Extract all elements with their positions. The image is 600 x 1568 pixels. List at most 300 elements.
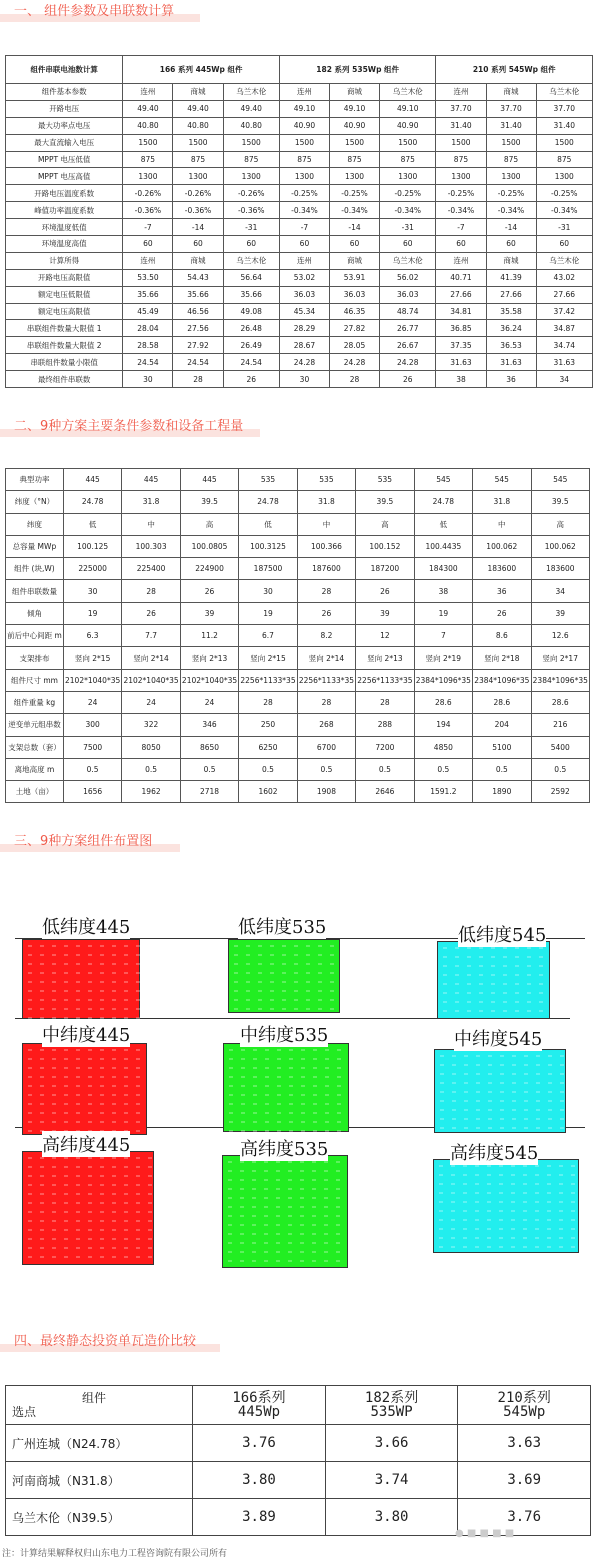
table1-cell: 串联组件数量大限值 2 bbox=[6, 337, 123, 354]
table2-cell: 高 bbox=[180, 513, 238, 535]
table2-cell: 535 bbox=[239, 469, 297, 491]
table2-cell: 100.0805 bbox=[180, 535, 238, 557]
section-title-2: 二、9种方案主要条件参数和设备工程量 bbox=[0, 415, 243, 437]
table2-cell: 8.2 bbox=[297, 625, 355, 647]
table2-cell: 前后中心间距 m bbox=[6, 625, 64, 647]
label-mid-545: 中纬度545 bbox=[454, 1025, 542, 1051]
table1-cell: 60 bbox=[380, 236, 436, 253]
table2-cell: 28 bbox=[356, 691, 414, 713]
table1-cell: 56.64 bbox=[223, 269, 279, 286]
table1-cell: 31.63 bbox=[536, 354, 592, 371]
table1-cell: -0.36% bbox=[123, 202, 173, 219]
table2-cell: 100.366 bbox=[297, 535, 355, 557]
table2-cell: 2592 bbox=[531, 781, 589, 803]
table2-cell: 8.6 bbox=[473, 625, 531, 647]
panel-mid-535 bbox=[223, 1043, 349, 1132]
table1-cell: 28.05 bbox=[329, 337, 379, 354]
table1-cell: 28.04 bbox=[123, 320, 173, 337]
table1-cell: MPPT 电压高值 bbox=[6, 168, 123, 185]
table1-cell: 1500 bbox=[380, 134, 436, 151]
col-header-166: 166系列 445Wp bbox=[193, 1386, 326, 1425]
table2-cell: 445 bbox=[122, 469, 180, 491]
table2-cell: 535 bbox=[356, 469, 414, 491]
table1-cell: 49.10 bbox=[380, 100, 436, 117]
table1-cell: 28.58 bbox=[123, 337, 173, 354]
table1-cell: 49.40 bbox=[223, 100, 279, 117]
table1-cell: -0.34% bbox=[380, 202, 436, 219]
table1-cell: -14 bbox=[329, 219, 379, 236]
table1-cell: 额定电压高限值 bbox=[6, 303, 123, 320]
table4-cell: 3.76 bbox=[458, 1499, 591, 1536]
table1-cell: 连州 bbox=[436, 252, 486, 269]
panel-texture bbox=[229, 940, 341, 1014]
table2-cell: 组件重量 kg bbox=[6, 691, 64, 713]
table1-cell: -0.36% bbox=[223, 202, 279, 219]
table2-cell: 26 bbox=[122, 602, 180, 624]
table2-cell: 1908 bbox=[297, 781, 355, 803]
table2-cell: 2718 bbox=[180, 781, 238, 803]
table1-cell: -14 bbox=[173, 219, 223, 236]
panel-mid-445 bbox=[22, 1043, 147, 1135]
table1-cell: 26.48 bbox=[223, 320, 279, 337]
table1-cell: -31 bbox=[223, 219, 279, 236]
table1-cell: 26 bbox=[380, 371, 436, 388]
table1-cell: 乌兰木伦 bbox=[380, 84, 436, 101]
table2-cell: 346 bbox=[180, 714, 238, 736]
table2-cell: 34 bbox=[531, 580, 589, 602]
table2-cell: 28 bbox=[297, 580, 355, 602]
table1-cell: 开路电压温度系数 bbox=[6, 185, 123, 202]
table1-cell: 27.82 bbox=[329, 320, 379, 337]
watermark: ● ■ ■ ■ ■ bbox=[455, 1528, 515, 1539]
label-low-445: 低纬度445 bbox=[42, 913, 130, 939]
table1-cell: 1300 bbox=[329, 168, 379, 185]
label-high-535: 高纬度535 bbox=[240, 1135, 328, 1161]
table2-cell: 100.152 bbox=[356, 535, 414, 557]
table2-cell: 183600 bbox=[531, 558, 589, 580]
table1-row bbox=[6, 151, 593, 168]
table1-cell: 34 bbox=[536, 371, 592, 388]
table1-cell: 1300 bbox=[123, 168, 173, 185]
table2-cell: 支架排布 bbox=[6, 647, 64, 669]
table1-row bbox=[6, 219, 593, 236]
label-mid-535: 中纬度535 bbox=[240, 1021, 328, 1047]
table2-cell: 总容量 MWp bbox=[6, 535, 64, 557]
table2-cell: 竖向 2*14 bbox=[122, 647, 180, 669]
table2-row bbox=[6, 625, 590, 647]
table2-cell: 216 bbox=[531, 714, 589, 736]
section-title-1: 一、 组件参数及串联数计算 bbox=[0, 0, 174, 22]
table2-cell: 445 bbox=[63, 469, 121, 491]
table1-cell: 1300 bbox=[486, 168, 536, 185]
table2-cell: 4850 bbox=[414, 736, 472, 758]
corner-bottom: 选点 bbox=[12, 1405, 37, 1419]
table2-row bbox=[6, 535, 590, 557]
table1-cell: 商城 bbox=[486, 252, 536, 269]
table2-row bbox=[6, 469, 590, 491]
table4-cell: 3.80 bbox=[193, 1462, 326, 1499]
table2-cell: 24 bbox=[180, 691, 238, 713]
table2-cell: 545 bbox=[473, 469, 531, 491]
table2-cell: 5400 bbox=[531, 736, 589, 758]
table1-cell: 37.42 bbox=[536, 303, 592, 320]
table2-cell: 2256*1133*35 bbox=[356, 669, 414, 691]
table4-cell: 3.76 bbox=[193, 1425, 326, 1462]
table4-cell: 3.63 bbox=[458, 1425, 591, 1462]
table1-cell: 连州 bbox=[123, 252, 173, 269]
table2-cell: 39 bbox=[180, 602, 238, 624]
table1-cell: 计算所得 bbox=[6, 252, 123, 269]
table2-row bbox=[6, 491, 590, 513]
table1-cell: 40.90 bbox=[279, 117, 329, 134]
panel-texture bbox=[23, 1044, 148, 1136]
table2-row bbox=[6, 558, 590, 580]
table1-cell: 60 bbox=[536, 236, 592, 253]
table2-cell: 0.5 bbox=[63, 758, 121, 780]
table2-row bbox=[6, 781, 590, 803]
table1-row bbox=[6, 252, 593, 269]
table1-cell: 31.40 bbox=[436, 117, 486, 134]
table2-cell: 2256*1133*35 bbox=[239, 669, 297, 691]
table1-row bbox=[6, 320, 593, 337]
table2-cell: 1591.2 bbox=[414, 781, 472, 803]
table2-cell: 19 bbox=[414, 602, 472, 624]
panel-low-535 bbox=[228, 939, 340, 1013]
table2-cell: 100.062 bbox=[473, 535, 531, 557]
table2-cell: 39.5 bbox=[356, 491, 414, 513]
table1-cell: -0.25% bbox=[486, 185, 536, 202]
table2-cell: 2384*1096*35 bbox=[473, 669, 531, 691]
table2-cell: 187500 bbox=[239, 558, 297, 580]
panel-low-545 bbox=[437, 941, 550, 1019]
table1-row bbox=[6, 337, 593, 354]
table1-cell: 37.70 bbox=[436, 100, 486, 117]
table4-cell: 3.74 bbox=[325, 1462, 458, 1499]
table2-cell: 6.3 bbox=[63, 625, 121, 647]
table2-cell: 低 bbox=[414, 513, 472, 535]
table2-cell: 1602 bbox=[239, 781, 297, 803]
table2-cell: 184300 bbox=[414, 558, 472, 580]
table1-cell: 53.02 bbox=[279, 269, 329, 286]
col-header-210: 210系列 545Wp bbox=[458, 1386, 591, 1425]
table1-cell: 连州 bbox=[279, 252, 329, 269]
table1-cell: 49.10 bbox=[279, 100, 329, 117]
table1-cell: 875 bbox=[536, 151, 592, 168]
table1-cell: 37.70 bbox=[536, 100, 592, 117]
table1-cell: 875 bbox=[123, 151, 173, 168]
table2-cell: 2102*1040*35 bbox=[180, 669, 238, 691]
table2-cell: 2102*1040*35 bbox=[63, 669, 121, 691]
table1-cell: 60 bbox=[329, 236, 379, 253]
table2-cell: 250 bbox=[239, 714, 297, 736]
table1-cell: 峰值功率温度系数 bbox=[6, 202, 123, 219]
table1-cell: 连州 bbox=[436, 84, 486, 101]
table1-cell: 24.28 bbox=[329, 354, 379, 371]
table1-cell: 49.08 bbox=[223, 303, 279, 320]
table1-cell: 24.28 bbox=[279, 354, 329, 371]
table2-cell: 竖向 2*13 bbox=[180, 647, 238, 669]
table1-cell: 53.50 bbox=[123, 269, 173, 286]
table2-cell: 倾角 bbox=[6, 602, 64, 624]
table2-cell: 19 bbox=[63, 602, 121, 624]
table2-cell: 28 bbox=[239, 691, 297, 713]
label-low-545: 低纬度545 bbox=[458, 921, 546, 947]
panel-high-545 bbox=[433, 1159, 579, 1253]
panel-texture bbox=[223, 1156, 349, 1269]
table1-cell: 31.63 bbox=[486, 354, 536, 371]
table1-cell: 49.10 bbox=[329, 100, 379, 117]
table2-cell: 2384*1096*35 bbox=[531, 669, 589, 691]
table2-cell: 28.6 bbox=[414, 691, 472, 713]
table2-cell: 24 bbox=[63, 691, 121, 713]
table2-cell: 2646 bbox=[356, 781, 414, 803]
table1-cell: 60 bbox=[486, 236, 536, 253]
table1-cell: 36.53 bbox=[486, 337, 536, 354]
table2-cell: 7 bbox=[414, 625, 472, 647]
table2-cell: 187600 bbox=[297, 558, 355, 580]
table1-cell: 组件基本参数 bbox=[6, 84, 123, 101]
table1-cell: 27.56 bbox=[173, 320, 223, 337]
table1-cell: 额定电压低限值 bbox=[6, 286, 123, 303]
table4-cell: 广州连城（N24.78） bbox=[6, 1425, 193, 1462]
table2-row bbox=[6, 580, 590, 602]
table2-cell: 7500 bbox=[63, 736, 121, 758]
table1-cell: -0.25% bbox=[380, 185, 436, 202]
table1-cell: 环境温度高值 bbox=[6, 236, 123, 253]
table2-cell: 26 bbox=[180, 580, 238, 602]
table2-cell: 中 bbox=[297, 513, 355, 535]
table1-cell: 875 bbox=[173, 151, 223, 168]
table2-cell: 30 bbox=[63, 580, 121, 602]
table1-cell: 875 bbox=[329, 151, 379, 168]
table1-cell: 49.40 bbox=[173, 100, 223, 117]
table1-cell: 1300 bbox=[173, 168, 223, 185]
table1-cell: 60 bbox=[279, 236, 329, 253]
table1-cell: -0.26% bbox=[123, 185, 173, 202]
table1-cell: -0.25% bbox=[279, 185, 329, 202]
table4-cell: 乌兰木伦（N39.5） bbox=[6, 1499, 193, 1536]
table1-cell: 最大功率点电压 bbox=[6, 117, 123, 134]
table1-cell: 54.43 bbox=[173, 269, 223, 286]
table1-cell: 24.54 bbox=[223, 354, 279, 371]
table1-cell: -0.34% bbox=[279, 202, 329, 219]
col-header-182: 182系列 535WP bbox=[325, 1386, 458, 1425]
scheme-params-table bbox=[5, 468, 590, 803]
table1-cell: 60 bbox=[173, 236, 223, 253]
table2-cell: 100.062 bbox=[531, 535, 589, 557]
table1-cell: 31.40 bbox=[536, 117, 592, 134]
table2-cell: 7.7 bbox=[122, 625, 180, 647]
table1-cell: -0.25% bbox=[436, 185, 486, 202]
table1-cell: 商城 bbox=[329, 84, 379, 101]
table2-row bbox=[6, 714, 590, 736]
table2-row bbox=[6, 691, 590, 713]
table1-cell: 36.03 bbox=[380, 286, 436, 303]
table1-cell: 1500 bbox=[486, 134, 536, 151]
table2-row bbox=[6, 602, 590, 624]
table1-cell: 46.35 bbox=[329, 303, 379, 320]
table1-cell: 开路电压 bbox=[6, 100, 123, 117]
table4-cell: 3.89 bbox=[193, 1499, 326, 1536]
table2-cell: 组件尺寸 mm bbox=[6, 669, 64, 691]
table1-cell: -31 bbox=[536, 219, 592, 236]
label-mid-445: 中纬度445 bbox=[42, 1021, 130, 1047]
table2-cell: 2384*1096*35 bbox=[414, 669, 472, 691]
table1-cell: 46.56 bbox=[173, 303, 223, 320]
table2-cell: 268 bbox=[297, 714, 355, 736]
table2-cell: 中 bbox=[122, 513, 180, 535]
label-high-445: 高纬度445 bbox=[42, 1131, 130, 1157]
panel-high-535 bbox=[222, 1155, 348, 1268]
table1-cell: 27.66 bbox=[436, 286, 486, 303]
table2-cell: 6250 bbox=[239, 736, 297, 758]
table1-cell: 28 bbox=[173, 371, 223, 388]
table2-cell: 1962 bbox=[122, 781, 180, 803]
table2-cell: 6700 bbox=[297, 736, 355, 758]
table2-cell: 100.3125 bbox=[239, 535, 297, 557]
table1-cell: 1500 bbox=[223, 134, 279, 151]
table1-cell: 56.02 bbox=[380, 269, 436, 286]
table2-cell: 545 bbox=[531, 469, 589, 491]
table1-cell: 1500 bbox=[123, 134, 173, 151]
table2-cell: 8050 bbox=[122, 736, 180, 758]
table1-cell: 28 bbox=[329, 371, 379, 388]
table1-cell: 36.03 bbox=[279, 286, 329, 303]
section-title-4: 四、最终静态投资单瓦造价比较 bbox=[0, 1330, 196, 1352]
table2-cell: 535 bbox=[297, 469, 355, 491]
table1-cell: -0.25% bbox=[329, 185, 379, 202]
table2-cell: 322 bbox=[122, 714, 180, 736]
table2-cell: 225000 bbox=[63, 558, 121, 580]
corner-cell bbox=[6, 1386, 193, 1425]
table2-cell: 0.5 bbox=[122, 758, 180, 780]
table2-cell: 24 bbox=[122, 691, 180, 713]
table1-cell: 48.74 bbox=[380, 303, 436, 320]
table2-cell: 12.6 bbox=[531, 625, 589, 647]
table1-cell: 38 bbox=[436, 371, 486, 388]
table1-cell: 40.80 bbox=[223, 117, 279, 134]
table1-row bbox=[6, 371, 593, 388]
table1-cell: 41.39 bbox=[486, 269, 536, 286]
table2-cell: 低 bbox=[63, 513, 121, 535]
table1-cell: 60 bbox=[223, 236, 279, 253]
table1-cell: 开路电压高限值 bbox=[6, 269, 123, 286]
table1-cell: 35.66 bbox=[123, 286, 173, 303]
panel-low-445 bbox=[22, 939, 140, 1019]
table1-cell: 40.71 bbox=[436, 269, 486, 286]
table2-cell: 离地高度 m bbox=[6, 758, 64, 780]
table2-cell: 28.6 bbox=[473, 691, 531, 713]
table1-cell: -31 bbox=[380, 219, 436, 236]
table2-cell: 26 bbox=[473, 602, 531, 624]
table2-cell: 12 bbox=[356, 625, 414, 647]
label-low-535: 低纬度535 bbox=[238, 913, 326, 939]
table1-cell: 36.24 bbox=[486, 320, 536, 337]
table1-cell: 最终组件串联数 bbox=[6, 371, 123, 388]
table1-header-1: 166 系列 445Wp 组件 bbox=[123, 56, 280, 84]
table1-cell: 乌兰木伦 bbox=[223, 252, 279, 269]
panel-texture bbox=[435, 1050, 567, 1134]
panel-texture bbox=[23, 940, 141, 1020]
table1-cell: 35.66 bbox=[223, 286, 279, 303]
table1-cell: 1500 bbox=[436, 134, 486, 151]
table2-cell: 0.5 bbox=[239, 758, 297, 780]
table1-cell: 24.54 bbox=[123, 354, 173, 371]
table1-cell: 35.58 bbox=[486, 303, 536, 320]
table2-cell: 28 bbox=[122, 580, 180, 602]
table2-cell: 31.8 bbox=[297, 491, 355, 513]
table1-cell: -0.25% bbox=[536, 185, 592, 202]
table1-cell: 28.67 bbox=[279, 337, 329, 354]
table1-cell: 乌兰木伦 bbox=[223, 84, 279, 101]
table1-cell: -0.26% bbox=[173, 185, 223, 202]
table1-cell: 31.40 bbox=[486, 117, 536, 134]
table2-cell: 逆变单元组串数 bbox=[6, 714, 64, 736]
table1-cell: 875 bbox=[486, 151, 536, 168]
table1-row bbox=[6, 168, 593, 185]
table1-cell: 24.28 bbox=[380, 354, 436, 371]
table2-cell: 100.303 bbox=[122, 535, 180, 557]
table2-cell: 0.5 bbox=[414, 758, 472, 780]
table2-cell: 纬度 bbox=[6, 513, 64, 535]
table1-cell: -0.34% bbox=[436, 202, 486, 219]
table2-cell: 445 bbox=[180, 469, 238, 491]
table1-cell: 最大直流输入电压 bbox=[6, 134, 123, 151]
table1-cell: 28.29 bbox=[279, 320, 329, 337]
table2-cell: 183600 bbox=[473, 558, 531, 580]
table2-cell: 0.5 bbox=[531, 758, 589, 780]
table1-cell: 乌兰木伦 bbox=[536, 252, 592, 269]
table2-cell: 31.8 bbox=[122, 491, 180, 513]
table1-row bbox=[6, 185, 593, 202]
table2-cell: 39 bbox=[356, 602, 414, 624]
table4-cell: 3.69 bbox=[458, 1462, 591, 1499]
table2-cell: 30 bbox=[239, 580, 297, 602]
table1-cell: 53.91 bbox=[329, 269, 379, 286]
table1-cell: 1300 bbox=[380, 168, 436, 185]
table2-cell: 300 bbox=[63, 714, 121, 736]
table2-cell: 高 bbox=[356, 513, 414, 535]
table1-cell: 34.74 bbox=[536, 337, 592, 354]
table1-cell: 37.35 bbox=[436, 337, 486, 354]
table2-cell: 支架总数（套） bbox=[6, 736, 64, 758]
table2-cell: 28.6 bbox=[531, 691, 589, 713]
table1-cell: 1500 bbox=[173, 134, 223, 151]
table1-cell: 1500 bbox=[279, 134, 329, 151]
table2-cell: 5100 bbox=[473, 736, 531, 758]
table2-cell: 545 bbox=[414, 469, 472, 491]
table4-cell: 3.80 bbox=[325, 1499, 458, 1536]
table2-cell: 19 bbox=[239, 602, 297, 624]
table1-cell: -7 bbox=[123, 219, 173, 236]
table2-cell: 竖向 2*17 bbox=[531, 647, 589, 669]
panel-mid-545 bbox=[434, 1049, 566, 1133]
table1-cell: 27.92 bbox=[173, 337, 223, 354]
table1-cell: 商城 bbox=[329, 252, 379, 269]
table1-row bbox=[6, 134, 593, 151]
table1-cell: 26 bbox=[223, 371, 279, 388]
table1-row bbox=[6, 303, 593, 320]
table2-cell: 11.2 bbox=[180, 625, 238, 647]
table2-cell: 31.8 bbox=[473, 491, 531, 513]
table1-cell: 串联组件数量大限值 1 bbox=[6, 320, 123, 337]
table2-cell: 100.4435 bbox=[414, 535, 472, 557]
table2-cell: 225400 bbox=[122, 558, 180, 580]
table1-cell: 875 bbox=[380, 151, 436, 168]
table2-cell: 28 bbox=[297, 691, 355, 713]
table2-cell: 187200 bbox=[356, 558, 414, 580]
table2-cell: 6.7 bbox=[239, 625, 297, 647]
